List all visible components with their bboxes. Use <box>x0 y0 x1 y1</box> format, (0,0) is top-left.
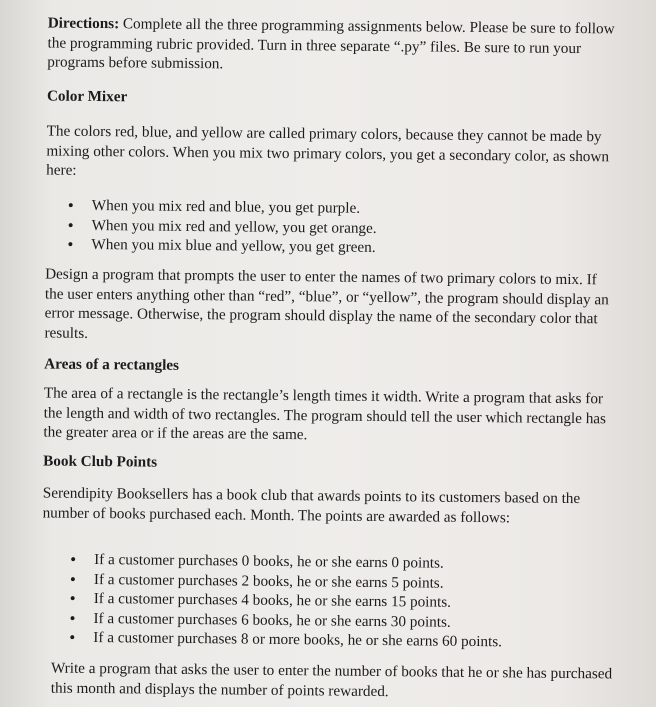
book-club-heading: Book Club Points <box>43 452 158 471</box>
color-mixer-task: Design a program that prompts the user to enter the names of two primary colors to mix. If the user enters anything other than “red”, “blue”, or “yellow”, the program should display an error message. Otherwise, the program should display the name of the secondary color that results. <box>44 265 609 342</box>
rectangles-text: The area of a rectangle is the rectangle’s length times it width. Write a program that asks for the length and width of two rectangles. The program should tell the user which rectangle has the greater area or if the areas are the same. <box>43 384 607 444</box>
book-club-bullet-list <box>41 549 612 652</box>
book-club-intro: Serendipity Booksellers has a book club that awards points to its customers based on the number of books purchased each. Month. The points are awarded as follows: <box>42 484 581 526</box>
book-club-task: Write a program that asks the user to enter the number of books that he or she has purchased this month and displays the number of points rewarded. <box>50 659 613 700</box>
list-item: • When you mix blue and yellow, you get green. <box>45 234 615 259</box>
color-mixer-bullet-list <box>45 195 616 259</box>
directions-paragraph <box>47 14 618 78</box>
list-item: • If a customer purchases 8 or more books, he or she earns 60 points. <box>41 627 611 652</box>
rectangles-heading: Areas of a rectangles <box>44 355 180 374</box>
list-item: • If a customer purchases 2 books, he or she earns 5 points. <box>42 569 612 594</box>
color-mixer-heading: Color Mixer <box>46 87 128 106</box>
list-item: • When you mix red and blue, you get purple. <box>46 195 616 220</box>
directions-lead: Directions: <box>47 14 120 33</box>
list-item: • When you mix red and yellow, you get orange. <box>46 215 616 240</box>
list-item: • If a customer purchases 0 books, he or she earns 0 points. <box>42 549 612 574</box>
list-item: • If a customer purchases 4 books, he or she earns 15 points. <box>42 588 612 613</box>
color-mixer-intro: The colors red, blue, and yellow are called primary colors, because they cannot be made by mixing other colors. When you mix two primary colors, you get a secondary color, as shown here: <box>46 122 610 179</box>
list-item: • If a customer purchases 6 books, he or she earns 30 points. <box>41 608 611 633</box>
directions-text: Complete all the three programming assignments below. Please be sure to follow the programming rubric provided. Turn in three separate “.py” files. Be sure to run your programs before submission. <box>47 15 615 73</box>
